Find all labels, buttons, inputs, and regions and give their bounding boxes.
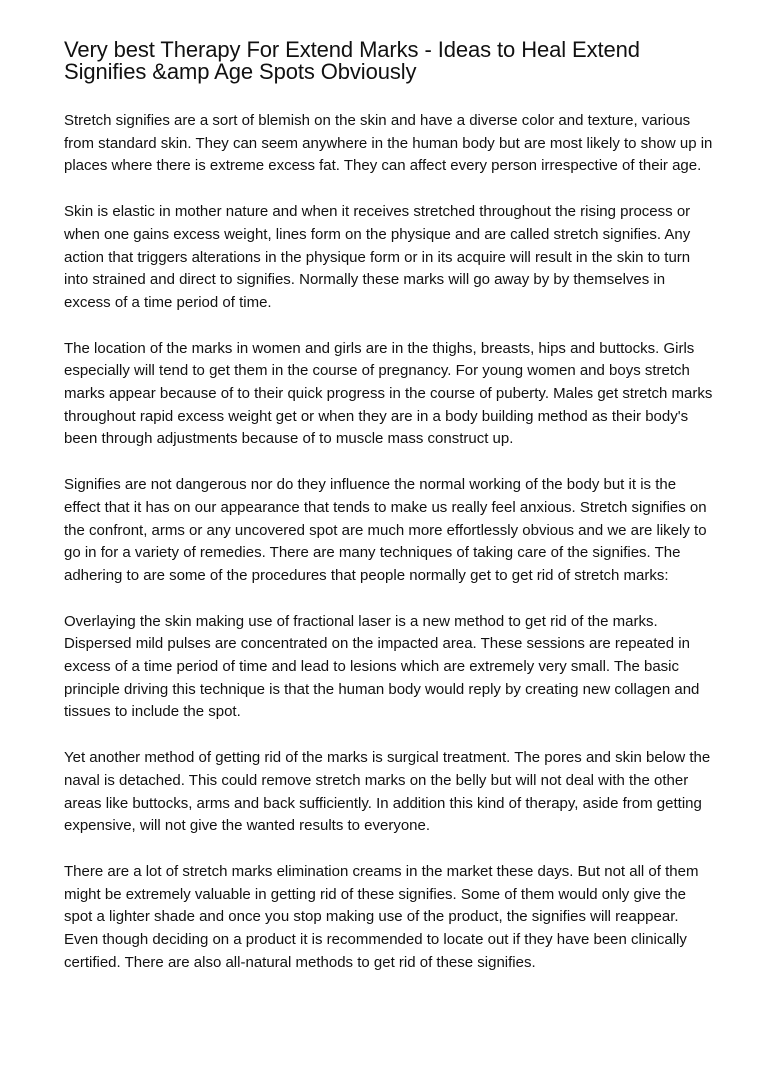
paragraph-7: There are a lot of stretch marks elimination creams in the market these days. But not all of them might be extremely valuable in getting rid of these signifies. Some of them would only give the spot a lighter shade and once you stop making use of the product, the signifies will reappear. Even though deciding on a product it is recommended to locate out if they have been clinically certified. There are also all-natural methods to get rid of these signifies. bbox=[64, 862, 699, 971]
paragraph-1: Stretch signifies are a sort of blemish on the skin and have a diverse color and texture, various from standard skin. They can seem anywhere in the human body but are most likely to show up in places where there is extreme excess fat. They can affect every person irrespective of their age. bbox=[64, 112, 713, 175]
article-body bbox=[64, 110, 714, 998]
page-title: Very best Therapy For Extend Marks - Ideas to Heal Extend Signifies &amp Age Spots Obviously bbox=[64, 37, 640, 84]
paragraph-2: Skin is elastic in mother nature and when it receives stretched throughout the rising process or when one gains excess weight, lines form on the physique and are called stretch signifies. Any action that triggers alterations in the physique form or in its acquire will result in the skin to turn into strained and direct to signifies. Normally these marks will go away by by themselves in excess of a time period of time. bbox=[64, 203, 691, 311]
paragraph-6: Yet another method of getting rid of the marks is surgical treatment. The pores and skin below the naval is detached. This could remove stretch marks on the belly but will not deal with the other areas like buttocks, arms and back sufficiently. In addition this kind of therapy, aside from getting expensive, will not give the wanted results to everyone. bbox=[64, 749, 711, 835]
paragraph-4: Signifies are not dangerous nor do they influence the normal working of the body but it is the effect that it has on our appearance that tends to make us really feel anxious. Stretch signifies on the confront, arms or any uncovered spot are much more effortlessly obvious and we are likely to go in for a variety of remedies. There are many techniques of taking care of the signifies. The adhering to are some of the procedures that people normally get to get rid of stretch marks: bbox=[64, 476, 707, 584]
paragraph-5: Overlaying the skin making use of fractional laser is a new method to get rid of the marks. Dispersed mild pulses are concentrated on the impacted area. These sessions are repeated in excess of a time period of time and lead to lesions which are extremely very small. The basic principle driving this technique is that the human body would reply by creating new collagen and tissues to include the spot. bbox=[64, 612, 700, 721]
paragraph-3: The location of the marks in women and girls are in the thighs, breasts, hips and buttocks. Girls especially will tend to get them in the course of pregnancy. For young women and boys stretch marks appear because of to their quick progress in the course of puberty. Males get stretch marks throughout rapid excess weight get or when they are in a body building method as their body's been through adjustments because of to muscle mass construct up. bbox=[64, 339, 713, 448]
